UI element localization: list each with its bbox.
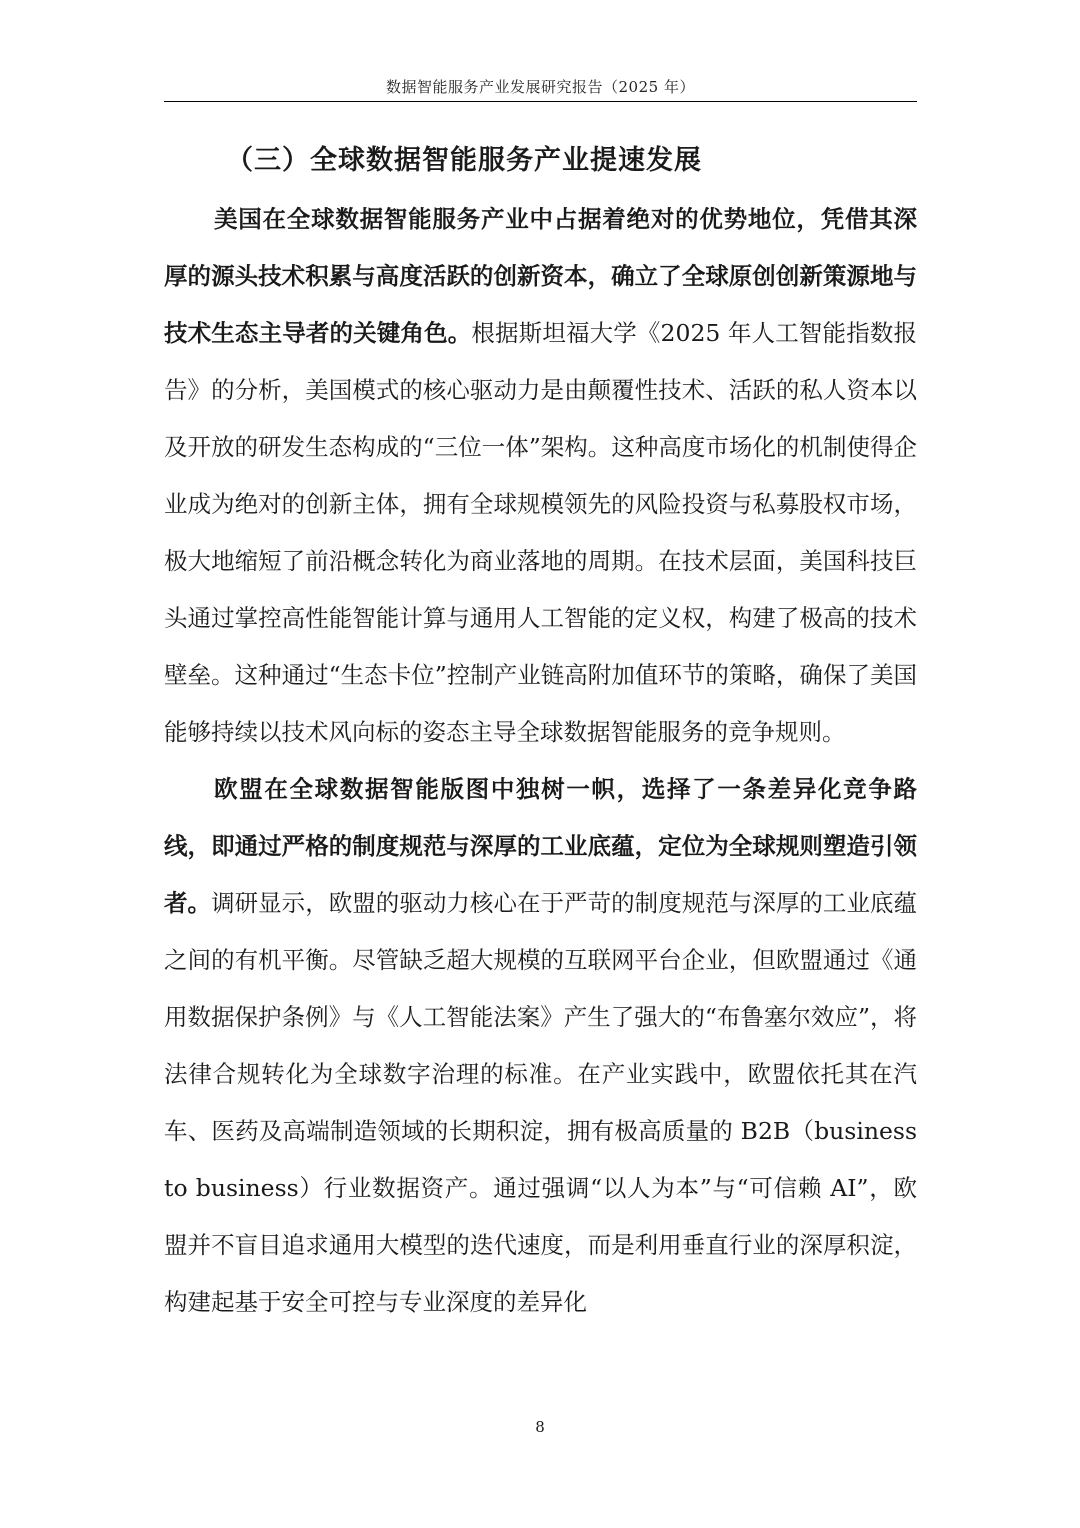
paragraph-lead: 欧盟在全球数据智能版图中独树一帜，选择了一条差异化竞争路线，即通过严格的制度规范与深厚的工业底蕴，定位为全球规则塑造引领者。 — [164, 775, 917, 917]
header-rule — [164, 101, 917, 102]
paragraph-body: 根据斯坦福大学《2025 年人工智能指数报告》的分析，美国模式的核心驱动力是由颠覆性技术、活跃的私人资本以及开放的研发生态构成的“三位一体”架构。这种高度市场化的机制使得企业成为绝对的创新主体，拥有全球规模领先的风险投资与私募股权市场，极大地缩短了前沿概念转化为商业落地的周期。在技术层面，美国科技巨头通过掌控高性能智能计算与通用人工智能的定义权，构建了极高的技术壁垒。这种通过“生态卡位”控制产业链高附加值环节的策略，确保了美国能够持续以技术风向标的姿态主导全球数据智能服务的竞争规则。 — [164, 319, 917, 746]
paragraph-eu — [164, 761, 917, 1331]
section-heading: （三）全球数据智能服务产业提速发展 — [226, 145, 702, 176]
paragraph-us — [164, 191, 917, 761]
paragraph-lead: 美国在全球数据智能服务产业中占据着绝对的优势地位，凭借其深厚的源头技术积累与高度活跃的创新资本，确立了全球原创创新策源地与技术生态主导者的关键角色。 — [164, 205, 917, 347]
running-header: 数据智能服务产业发展研究报告（2025 年） — [386, 78, 695, 96]
page-number: 8 — [535, 1418, 545, 1436]
paragraph-body: 调研显示，欧盟的驱动力核心在于严苛的制度规范与深厚的工业底蕴之间的有机平衡。尽管缺乏超大规模的互联网平台企业，但欧盟通过《通用数据保护条例》与《人工智能法案》产生了强大的“布鲁塞尔效应”，将法律合规转化为全球数字治理的标准。在产业实践中，欧盟依托其在汽车、医药及高端制造领域的长期积淀，拥有极高质量的 B2B（business to business）行业数据资产。通过强调“以人为本”与“可信赖 AI”，欧盟并不盲目追求通用大模型的迭代速度，而是利用垂直行业的深厚积淀，构建起基于安全可控与专业深度的差异化 — [164, 889, 918, 1316]
body-text — [164, 191, 917, 1331]
